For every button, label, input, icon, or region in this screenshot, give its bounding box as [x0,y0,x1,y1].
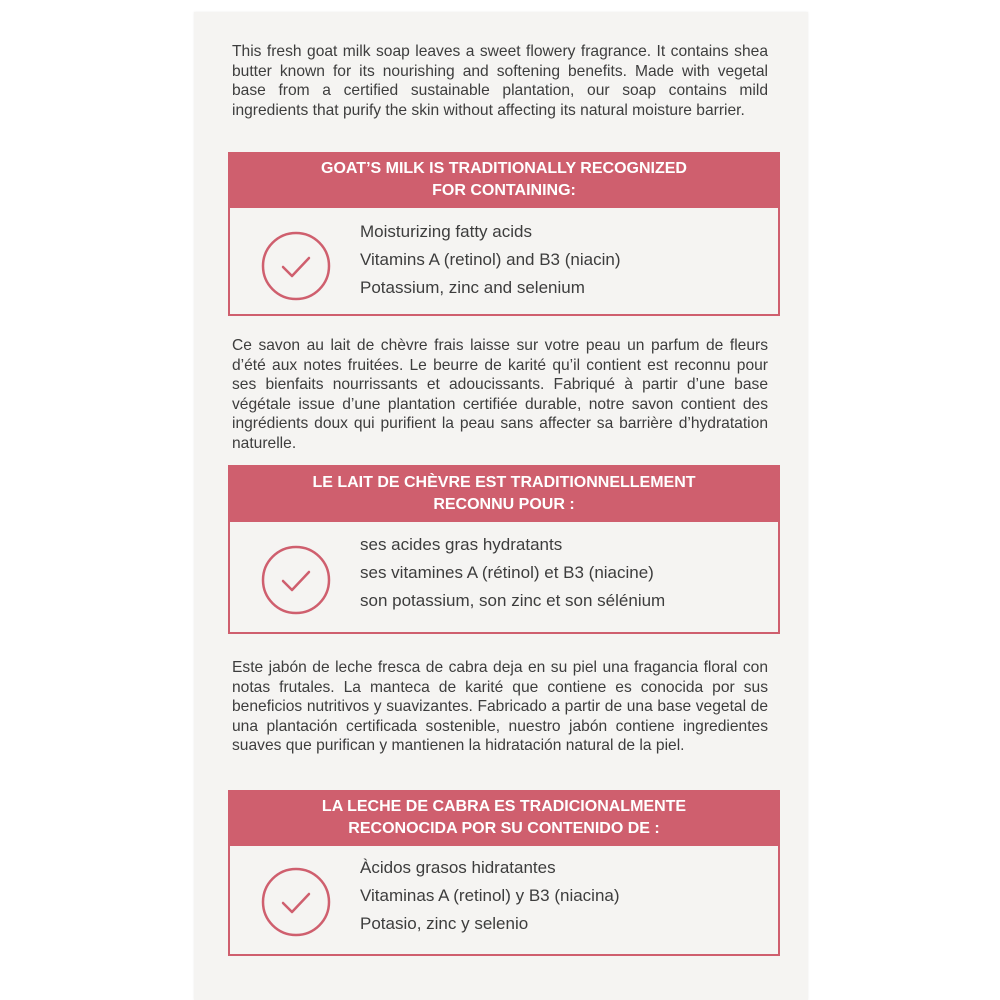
banner-line-1: GOAT’S MILK IS TRADITIONALLY RECOGNIZED [321,160,687,177]
benefits-box-fr [228,522,780,634]
benefits-banner-fr [228,465,780,522]
list-item: ses acides gras hydratants [360,535,563,554]
list-item: ses vitamines A (rétinol) et B3 (niacine) [360,563,654,582]
banner-line-1: LE LAIT DE CHÈVRE EST TRADITIONNELLEMENT [312,473,696,491]
list-item: Vitaminas A (retinol) y B3 (niacina) [360,886,620,905]
description-en: This fresh goat milk soap leaves a sweet flowery fragrance. It contains shea butter known for its nourishing and softening benefits. Made with vegetal base from a certified sustainable plantation, our soap contains mild ingredients that purify the skin without affecting its natural moisture barrier. [232,43,768,119]
benefits-box-en [228,208,780,316]
list-item: son potassium, son zinc et son sélénium [360,591,666,610]
list-item: Vitamins A (retinol) and B3 (niacin) [360,250,621,269]
check-circle-icon [260,544,332,616]
description-es: Este jabón de leche fresca de cabra deja en su piel una fragancia floral con notas frutales. La manteca de karité que contiene es conocida por sus beneficios nutritivos y suavizantes. Fabricado a partir de una base vegetal de una plantación certificada sostenible, nuestro jabón contiene ingredientes suaves que purifican y mantienen la hidratación natural de la piel. [232,659,768,754]
list-item: Potasio, zinc y selenio [360,914,529,933]
benefits-box-es [228,846,780,956]
banner-line-1: LA LECHE DE CABRA ES TRADICIONALMENTE [321,798,687,815]
benefits-list-fr [360,531,665,615]
benefits-banner-en [228,152,780,208]
benefits-list-es [360,854,620,938]
benefits-banner-es [228,790,780,846]
list-item: Potassium, zinc and selenium [360,278,585,297]
check-circle-icon [260,866,332,938]
benefits-list-en [360,218,620,302]
banner-line-2: FOR CONTAINING: [432,182,576,199]
banner-line-2: RECONOCIDA POR SU CONTENIDO DE : [348,820,660,837]
list-item: Àcidos grasos hidratantes [360,858,556,877]
description-fr: Ce savon au lait de chèvre frais laisse sur votre peau un parfum de fleurs d’été aux notes fruitées. Le beurre de karité qu’il contient est reconnu pour ses bienfaits nourrissants et adoucissants. Fabriqué à partir d’une base végétale issue d’une plantation certifiée durable, notre savon contient des ingrédients doux qui purifient la peau sans affecter sa barrière d’hydratation naturelle. [232,337,768,452]
banner-line-2: RECONNU POUR : [433,495,575,513]
check-circle-icon [260,230,332,302]
list-item: Moisturizing fatty acids [360,222,532,241]
